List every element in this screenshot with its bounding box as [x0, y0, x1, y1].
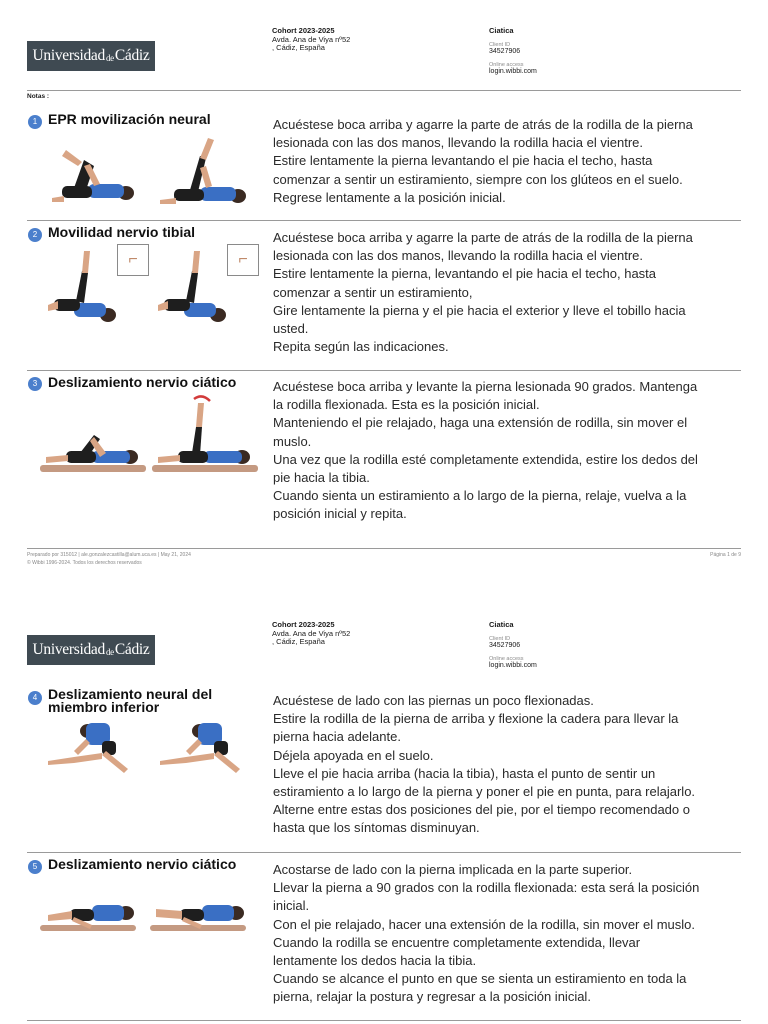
divider: [27, 370, 741, 371]
organization-info: [272, 27, 350, 53]
desc-line: Acuéstese boca arriba y agarre la parte de atrás de la rodilla de la pierna: [273, 117, 693, 132]
program-title: Ciatica: [489, 26, 514, 35]
desc-line: Estire lentamente la pierna levantando el pie hacia el techo, hasta: [273, 153, 653, 169]
ankle-detail-icon: ⌐: [117, 244, 149, 276]
divider: [27, 220, 741, 221]
org-name: Cohort 2023-2025: [272, 26, 335, 35]
desc-line: inicial.: [273, 898, 310, 914]
desc-line: la rodilla flexionada. Esta es la posición inicial.: [273, 397, 540, 413]
program-meta: [489, 27, 537, 82]
desc-line: Estire la rodilla de la pierna de arriba y flexione la cadera para llevar la: [273, 711, 679, 727]
org-name: Cohort 2023-2025: [272, 620, 335, 629]
desc-line: Manteniendo el pie relajado, haga una extensión de rodilla, sin mover el: [273, 415, 688, 431]
exercise-description: [273, 229, 743, 356]
desc-line: hasta que los síntomas disminuyan.: [273, 820, 480, 836]
exercise-title: Movilidad nervio tibial: [48, 224, 196, 240]
desc-line: lesionada con las dos manos, llevando la rodilla hacia el vientre.: [273, 135, 643, 151]
organization-info: [272, 621, 350, 647]
desc-line: Gire lentamente la pierna y el pie hacia el exterior y lleve el tobillo hacia: [273, 302, 686, 318]
desc-line: Regrese lentamente a la posición inicial.: [273, 189, 506, 205]
online-access-label: Online access: [489, 62, 524, 68]
divider: [27, 90, 741, 91]
online-access-label: Online access: [489, 656, 524, 662]
desc-line: posición inicial y repita.: [273, 506, 407, 522]
desc-line: Acuéstese boca arriba y levante la pierna lesionada 90 grados. Mantenga: [273, 379, 698, 394]
page-number: Página 1 de 9: [710, 552, 741, 558]
exercise-illustration: [44, 136, 254, 216]
exercise-illustration: [40, 895, 246, 943]
person-leg-raised-icon: [44, 243, 258, 343]
program-title: Ciatica: [489, 620, 514, 629]
page-footer: [27, 551, 741, 567]
desc-line: lentamente los dedos hacia la tibia.: [273, 953, 477, 969]
desc-line: Lleve el pie hacia arriba (hacia la tibia), hasta el punto de sentir un: [273, 765, 656, 781]
exercise-title: Deslizamiento nervio ciático: [48, 856, 237, 872]
exercise-illustration: [44, 243, 258, 343]
ankle-detail-icon: ⌐: [227, 244, 259, 276]
divider: [27, 852, 741, 853]
desc-line: muslo.: [273, 433, 312, 449]
desc-line: Acuéstese de lado con las piernas un poco flexionadas.: [273, 693, 594, 708]
desc-line: comenzar a sentir un estiramiento,: [273, 284, 473, 300]
exercise-number-badge: 1: [28, 115, 42, 129]
exercise-number-badge: 4: [28, 691, 42, 705]
exercise-title: EPR movilización neural: [48, 111, 211, 127]
exercise-description: [273, 692, 743, 838]
org-address-2: , Cádiz, España: [272, 43, 325, 52]
desc-line: Alterne entre estas dos posiciones del pie, por el tiempo recomendado o: [273, 802, 690, 818]
online-access-link[interactable]: login.wibbi.com: [489, 68, 537, 75]
desc-line: pierna, relajar la postura y regresar a la posición inicial.: [273, 989, 591, 1005]
university-logo: Universidad de Cádiz: [27, 635, 155, 665]
desc-line: pie hacia la tibia.: [273, 470, 370, 486]
org-address-1: Avda. Ana de Viya nº52: [272, 34, 351, 44]
exercise-description: [273, 116, 743, 207]
exercise-number-badge: 2: [28, 228, 42, 242]
exercise-number-badge: 3: [28, 377, 42, 391]
desc-line: lesionada con las dos manos, llevando la rodilla hacia el vientre.: [273, 248, 643, 264]
person-side-lying-stretch-icon: [40, 717, 246, 779]
notes-label: Notas :: [27, 93, 50, 100]
desc-line: Cuando se alcance el punto en que se sienta un estiramiento en toda la: [273, 971, 687, 987]
person-on-mat-leg-extension-icon: [40, 395, 260, 475]
desc-line: pierna hacia adelante.: [273, 729, 401, 745]
exercise-title: Deslizamiento neural del miembro inferior: [48, 686, 213, 715]
copyright: © Wibbi 1996-2024. Todos los derechos reservados: [27, 560, 142, 566]
online-access-link[interactable]: login.wibbi.com: [489, 662, 537, 669]
desc-line: Acuéstese boca arriba y agarre la parte de atrás de la rodilla de la pierna: [273, 230, 693, 245]
desc-line: Estire lentamente la pierna, levantando el pie hacia el techo, hasta: [273, 266, 657, 282]
divider: [27, 548, 741, 549]
exercise-illustration: [40, 717, 246, 779]
exercise-description: [273, 378, 743, 524]
page-header: [0, 0, 768, 100]
desc-line: Déjela apoyada en el suelo.: [273, 747, 434, 763]
person-side-lying-on-mat-icon: [40, 895, 246, 943]
page-header: [0, 594, 768, 694]
desc-line: Acostarse de lado con la pierna implicada en la parte superior.: [273, 862, 633, 877]
desc-line: comenzar a sentir un estiramiento, siempre con los glúteos en el suelo.: [273, 171, 683, 187]
university-logo: Universidad de Cádiz: [27, 41, 155, 71]
desc-line: Con el pie relajado, hacer una extensión de la rodilla, sin mover el muslo.: [273, 916, 696, 932]
exercise-description: [273, 861, 743, 1007]
divider: [27, 1020, 741, 1021]
desc-line: Una vez que la rodilla esté completamente extendida, estire los dedos del: [273, 451, 698, 467]
desc-line: Llevar la pierna a 90 grados con la rodilla flexionada: esta será la posición: [273, 880, 700, 896]
client-id-label: Client ID: [489, 42, 511, 48]
desc-line: usted.: [273, 321, 309, 337]
org-address-1: Avda. Ana de Viya nº52: [272, 628, 351, 638]
exercise-title: Deslizamiento nervio ciático: [48, 374, 237, 390]
org-address-2: , Cádiz, España: [272, 637, 325, 646]
desc-line: estiramiento a lo largo de la pierna y poner el pie en punta, para relajarlo.: [273, 784, 696, 800]
prepared-by: Preparado por 315012 | ale.gonzalezcastilla@alum.uca.es | May 21, 2024: [27, 552, 191, 558]
client-id: 34527906: [489, 48, 521, 55]
program-meta: [489, 621, 537, 676]
exercise-illustration: [40, 395, 260, 475]
client-id-label: Client ID: [489, 636, 511, 642]
desc-line: Cuando sienta un estiramiento a lo largo de la pierna, relaje, vuelva a la: [273, 488, 687, 504]
exercise-number-badge: 5: [28, 860, 42, 874]
desc-line: Cuando la rodilla se encuentre completamente extendida, llevar: [273, 934, 641, 950]
person-lying-knee-to-chest-icon: [44, 136, 254, 216]
client-id: 34527906: [489, 642, 521, 649]
desc-line: Repita según las indicaciones.: [273, 339, 449, 355]
